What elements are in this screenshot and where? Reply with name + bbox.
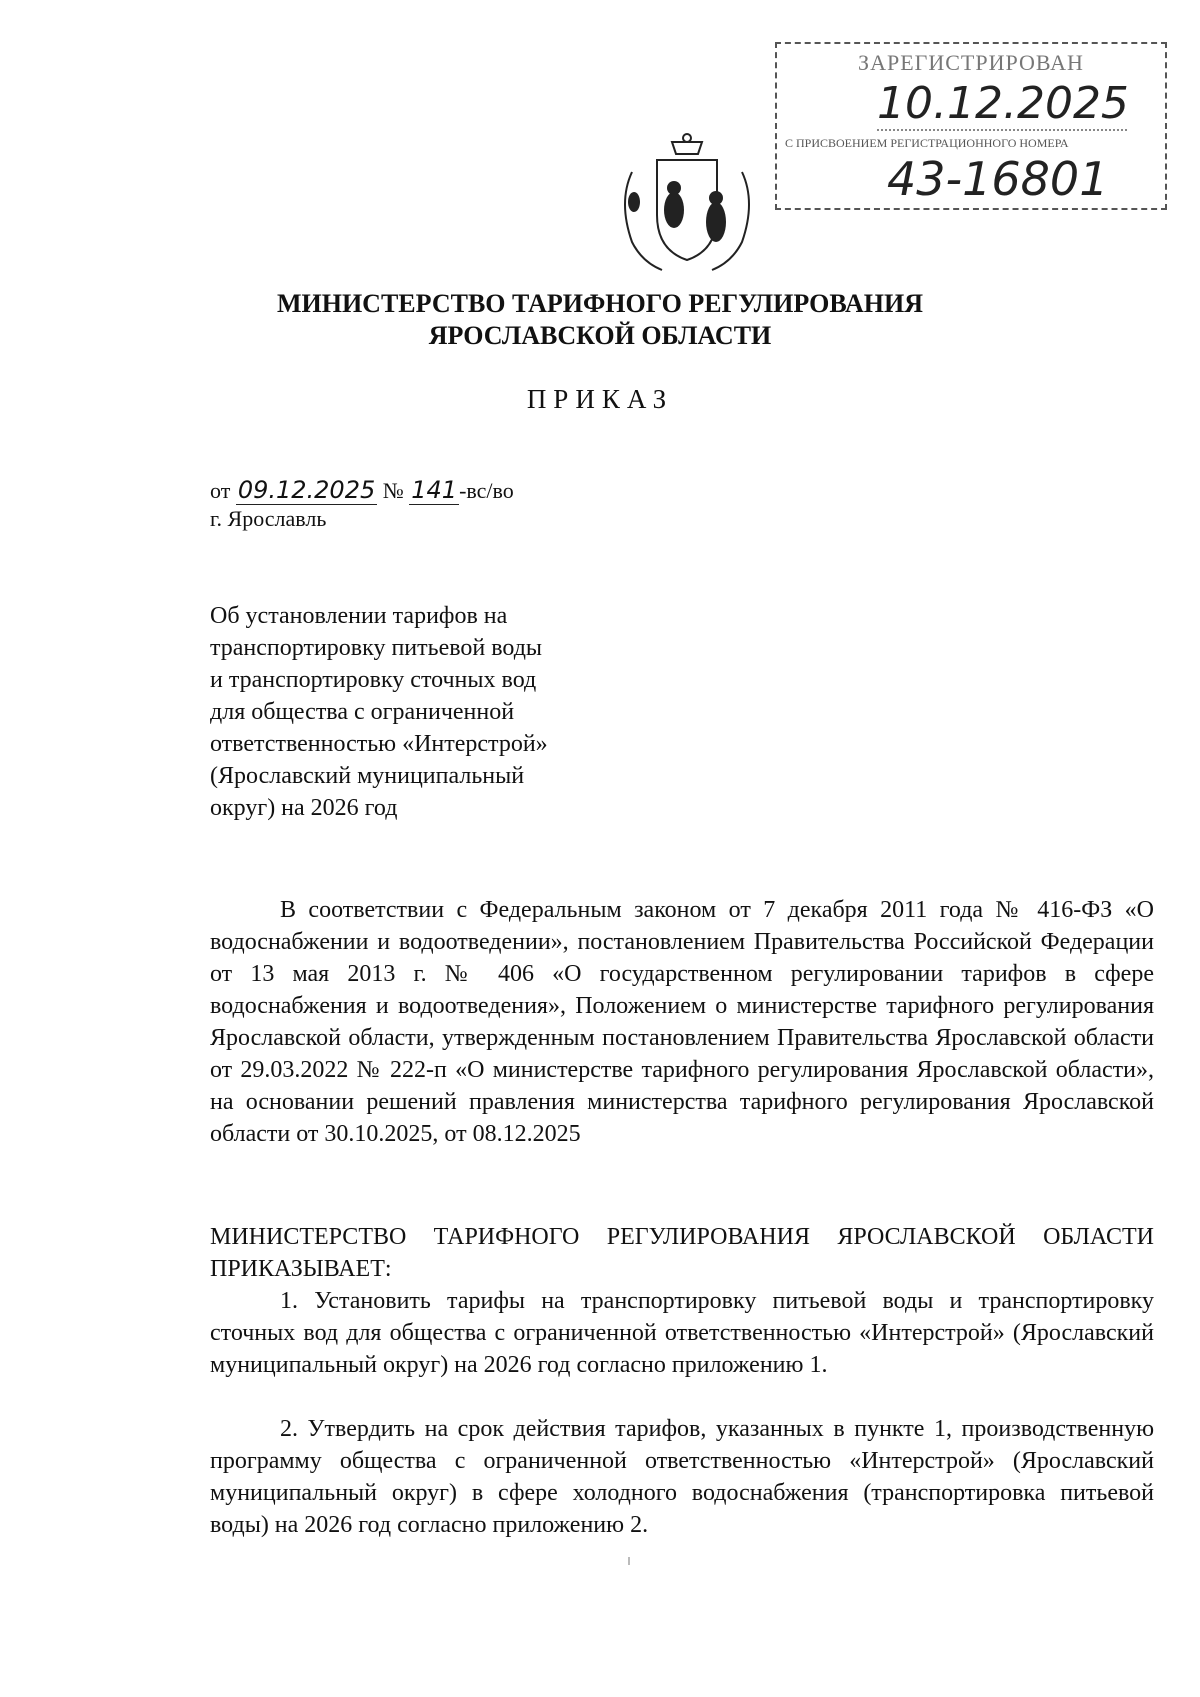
stamp-label: ЗАРЕГИСТРИРОВАН — [858, 50, 1084, 75]
from-label: от — [210, 478, 231, 503]
stamp-sub-label: С ПРИСВОЕНИЕМ РЕГИСТРАЦИОННОГО НОМЕРА — [785, 136, 1069, 150]
ministry-line-1: МИНИСТЕРСТВО ТАРИФНОГО РЕГУЛИРОВАНИЯ — [276, 289, 924, 318]
order-line: МИНИСТЕРСТВО ТАРИФНОГО РЕГУЛИРОВАНИЯ ЯРОСЛАВСКОЙ ОБЛАСТИ ПРИКАЗЫВАЕТ: — [210, 1224, 1154, 1282]
ministry-line-2: ЯРОСЛАВСКОЙ ОБЛАСТИ — [428, 321, 772, 350]
item-1-paragraph: 1. Установить тарифы на транспортировку питьевой воды и транспортировку сточных вод для общества с ограниченной ответственностью «Интерстрой» (Ярославский муниципальный округ) на 2026 год согласно приложению 1. — [210, 1288, 1154, 1378]
order-date: 09.12.2025 — [237, 476, 376, 504]
ministry-name — [0, 288, 1200, 352]
page-mark — [628, 1557, 630, 1565]
preamble-paragraph: В соответствии с Федеральным законом от 7 декабря 2011 года № 416-ФЗ «О водоснабжении и водоотведении», постановлением Правительства Российской Федерации от 13 мая 2013 г. № 406 «О государственном регулировании тарифов в сфере водоснабжения и водоотведения», Положением о министерстве тарифного регулирования Ярославской области, утвержденным постановлением Правительства Ярославской области от 29.03.2022 № 222-п «О министерстве тарифного регулирования Ярославской области», на основании решений правления министерства тарифного регулирования Ярославской области от 30.10.2025, от 08.12.2025 — [210, 897, 1154, 1147]
coat-of-arms-icon — [612, 132, 762, 272]
number-sign: № — [382, 478, 404, 503]
date-number-line — [210, 476, 514, 505]
stamp-date: 10.12.2025 — [877, 78, 1129, 129]
order-number: 141 — [411, 476, 458, 504]
registration-stamp — [775, 42, 1167, 210]
item-2-paragraph: 2. Утвердить на срок действия тарифов, указанных в пункте 1, производственную программу общества с ограниченной ответственностью «Интерстрой» (Ярославский муниципальный округ) в сфере холодного водоснабжения (транспортировка питьевой воды) на 2026 год согласно приложению 2. — [210, 1416, 1154, 1538]
city: г. Ярославль — [210, 506, 327, 531]
number-suffix: -вс/во — [459, 478, 514, 503]
order-subject: Об установлении тарифов на транспортировку питьевой воды и транспортировку сточных вод для общества с ограниченной ответственностью «Интерстрой» (Ярославский муниципальный округ) на 2026 год — [210, 603, 548, 821]
stamp-number: 43-16801 — [887, 152, 1109, 206]
document-type: ПРИКАЗ — [526, 384, 674, 414]
